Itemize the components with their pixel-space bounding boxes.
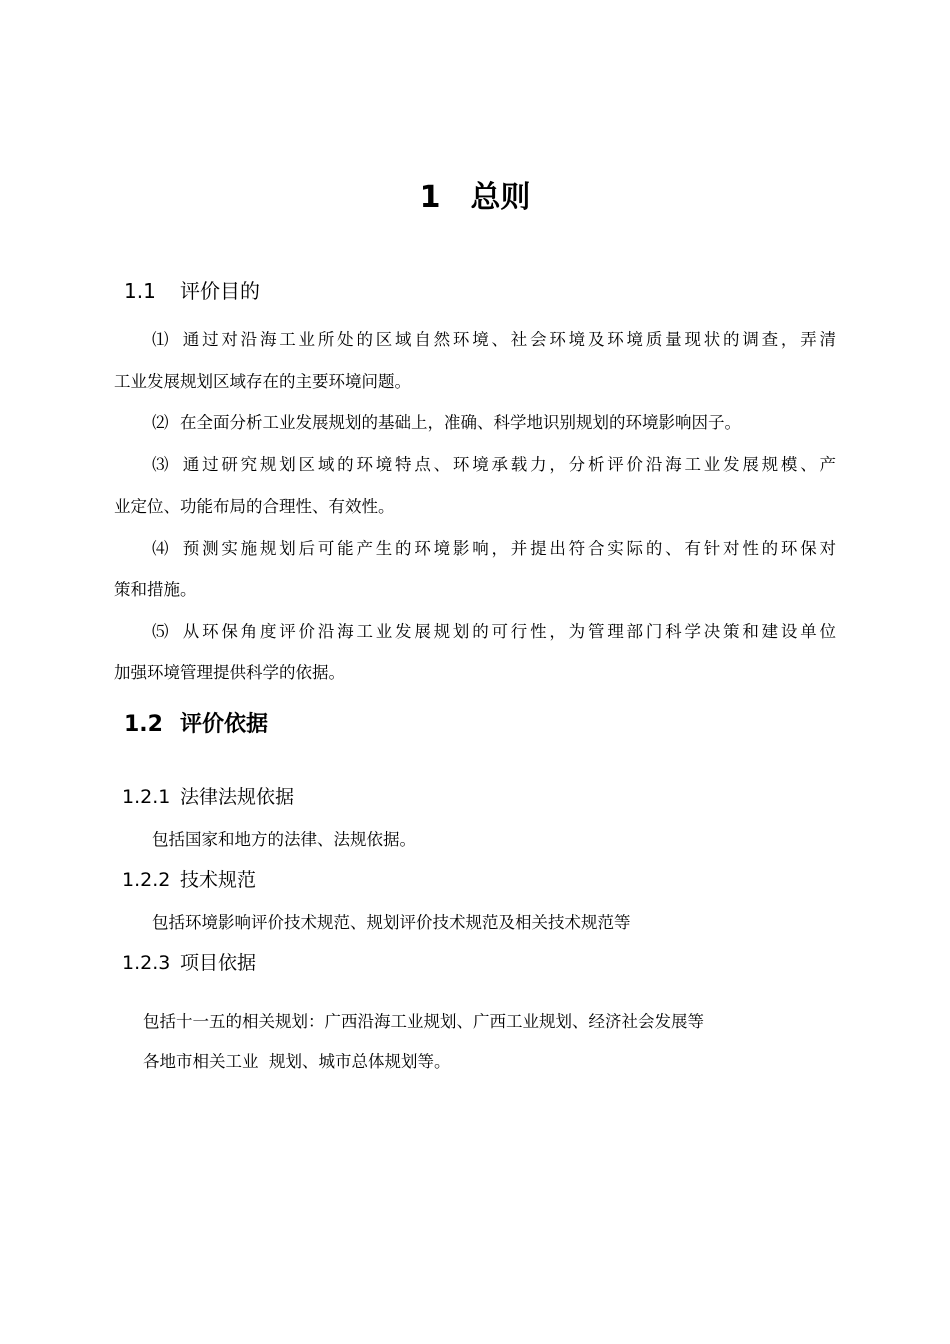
section-heading-1-1 bbox=[124, 277, 260, 305]
chapter-number: 1 bbox=[419, 180, 441, 215]
chapter-title: 总则 bbox=[470, 180, 531, 215]
subsection-text-1-2-1: 包括国家和地方的法律、法规依据。 bbox=[152, 830, 416, 849]
purpose-item-3 bbox=[152, 453, 836, 477]
subsection-heading-1-2-3 bbox=[122, 950, 256, 976]
purpose-item-5 bbox=[152, 620, 836, 644]
subsection-heading-1-2-2 bbox=[122, 867, 256, 893]
section-heading-1-2 bbox=[124, 710, 268, 740]
chapter-heading bbox=[0, 178, 950, 218]
purpose-item-1-cont: 工业发展规划区域存在的主要环境问题。 bbox=[114, 372, 411, 391]
section-number: 1.1 bbox=[124, 279, 156, 303]
subsection-text-1-2-2: 包括环境影响评价技术规范、规划评价技术规范及相关技术规范等 bbox=[152, 913, 631, 932]
item-marker: ⑴ bbox=[152, 330, 169, 349]
purpose-item-5-cont: 加强环境管理提供科学的依据。 bbox=[114, 663, 345, 682]
purpose-item-1 bbox=[152, 328, 836, 352]
item-text: 通过对沿海工业所处的区域自然环境、社会环境及环境质量现状的调查，弄清 bbox=[180, 330, 836, 349]
item-marker: ⑶ bbox=[152, 455, 169, 474]
item-text: 预测实施规划后可能产生的环境影响，并提出符合实际的、有针对性的环保对 bbox=[180, 539, 836, 558]
purpose-item-4 bbox=[152, 537, 836, 561]
section-number: 1.2 bbox=[124, 712, 163, 737]
item-text: 从环保角度评价沿海工业发展规划的可行性，为管理部门科学决策和建设单位 bbox=[180, 622, 836, 641]
subsection-number: 1.2.2 bbox=[122, 869, 171, 891]
item-marker: ⑷ bbox=[152, 539, 169, 558]
item-marker: ⑸ bbox=[152, 622, 169, 641]
subsection-title: 项目依据 bbox=[180, 952, 257, 974]
subsection-title: 技术规范 bbox=[180, 869, 257, 891]
purpose-item-4-cont: 策和措施。 bbox=[114, 580, 197, 599]
item-text: 通过研究规划区域的环境特点、环境承载力，分析评价沿海工业发展规模、产 bbox=[180, 455, 836, 474]
item-text: 在全面分析工业发展规划的基础上，准确、科学地识别规划的环境影响因子。 bbox=[180, 413, 741, 432]
purpose-item-2 bbox=[152, 411, 741, 435]
subsection-text-1-2-3: 包括十一五的相关规划：广西沿海工业规划、广西工业规划、经济社会发展等 bbox=[143, 1012, 704, 1031]
section-title: 评价依据 bbox=[180, 712, 269, 737]
subsection-text-1-2-3-cont: 各地市相关工业 规划、城市总体规划等。 bbox=[143, 1052, 451, 1071]
purpose-item-3-cont: 业定位、功能布局的合理性、有效性。 bbox=[114, 497, 395, 516]
section-title: 评价目的 bbox=[180, 279, 260, 303]
item-marker: ⑵ bbox=[152, 413, 169, 432]
subsection-number: 1.2.3 bbox=[122, 952, 171, 974]
subsection-title: 法律法规依据 bbox=[180, 786, 295, 808]
subsection-heading-1-2-1 bbox=[122, 784, 294, 810]
subsection-number: 1.2.1 bbox=[122, 786, 171, 808]
